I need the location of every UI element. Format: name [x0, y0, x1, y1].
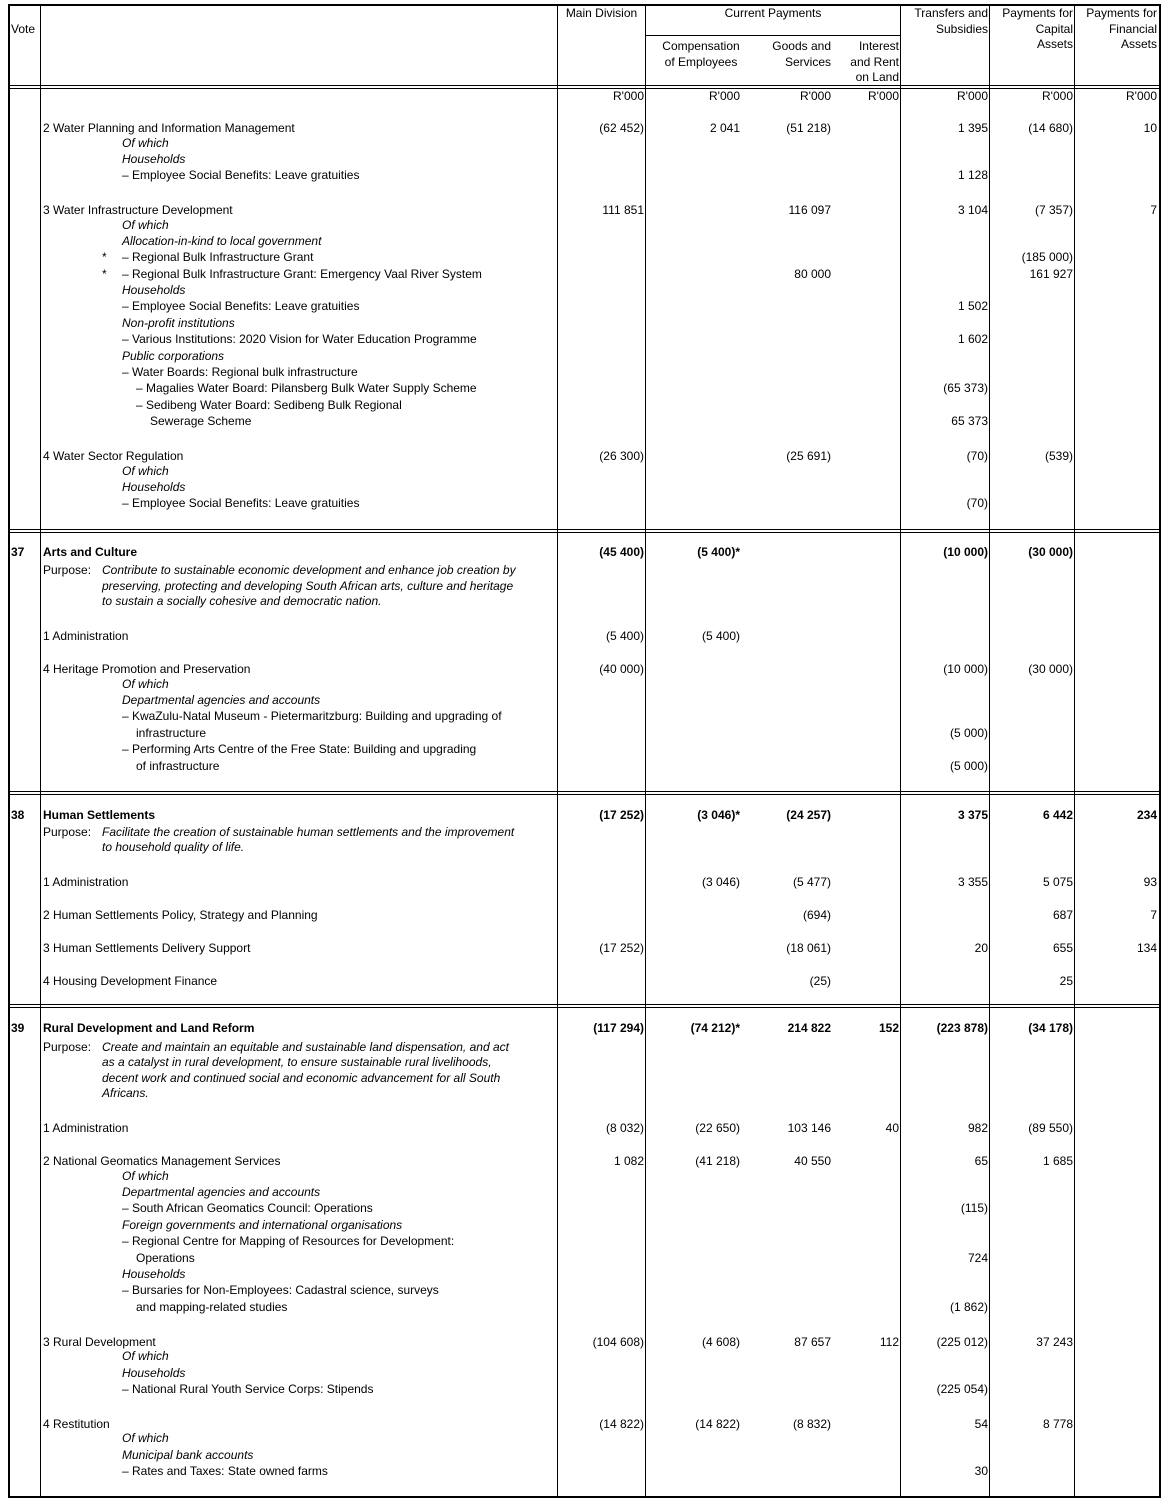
header-compensation	[650, 39, 752, 70]
cell-cap: (89 550)	[1028, 1121, 1073, 1135]
row-label: 4 Water Sector Regulation	[43, 449, 184, 463]
cell-trans: 724	[967, 1251, 988, 1265]
row-label: Households	[122, 1366, 186, 1380]
cell-trans: (5 000)	[949, 726, 988, 740]
row-label: Operations	[136, 1251, 195, 1265]
cell-cap: 655	[1052, 941, 1073, 955]
header-financial-line: Assets	[1120, 37, 1157, 51]
cell-cap: 6 442	[1042, 808, 1073, 822]
row-label: 1 Administration	[43, 1121, 129, 1135]
row-label: – Regional Bulk Infrastructure Grant	[122, 250, 314, 264]
cell-trans: (5 000)	[949, 759, 988, 773]
cell-cap: 161 927	[1029, 267, 1073, 281]
unit-label: R'000	[957, 89, 988, 103]
cell-comp: (3 046)*	[697, 808, 740, 822]
header-financial-line: Payments for	[1086, 6, 1157, 20]
cell-cap: (30 000)	[1028, 662, 1073, 676]
header-transfers-line: Transfers and	[914, 6, 988, 20]
header-interest-line: and Rent	[850, 54, 899, 69]
cell-goods: 80 000	[794, 267, 831, 281]
cell-fin: 93	[1143, 875, 1157, 889]
header-interest-line: on Land	[855, 70, 899, 84]
row-label: Of which	[122, 136, 169, 150]
section-rule	[9, 1004, 1160, 1005]
cell-main: (17 252)	[599, 941, 644, 955]
cell-cap: (30 000)	[1028, 545, 1073, 559]
section-rule	[9, 791, 1160, 792]
col-divider	[1074, 5, 1075, 1497]
row-label: Foreign governments and international organisations	[122, 1218, 403, 1232]
cell-comp: (3 046)	[701, 875, 740, 889]
cell-cap: (34 178)	[1028, 1021, 1073, 1035]
row-label: – Water Boards: Regional bulk infrastructure	[122, 365, 358, 379]
header-capital-line: Payments for	[1002, 6, 1073, 20]
asterisk-marker: *	[102, 250, 107, 264]
header-goods	[755, 39, 831, 70]
header-transfers-line: Subsidies	[935, 21, 988, 36]
cell-goods: (18 061)	[786, 941, 831, 955]
cell-main: 1 082	[613, 1154, 644, 1168]
cell-main: (17 252)	[599, 808, 644, 822]
cell-cap: (539)	[1044, 449, 1073, 463]
row-label: 2 Human Settlements Policy, Strategy and Planning	[43, 908, 318, 922]
header-goods-line: Services	[784, 54, 831, 69]
row-label: – Various Institutions: 2020 Vision for Water Education Programme	[122, 332, 477, 346]
header-current-payments: Current Payments	[724, 6, 822, 20]
row-label: Households	[122, 283, 186, 297]
cell-main: (117 294)	[593, 1021, 644, 1035]
cell-trans: (65 373)	[943, 381, 988, 395]
row-label: – Employee Social Benefits: Leave gratuities	[122, 496, 360, 510]
cell-goods: 214 822	[787, 1021, 831, 1035]
cell-goods: (24 257)	[786, 808, 831, 822]
section-rule	[9, 529, 1160, 530]
row-label: – Regional Bulk Infrastructure Grant: Emergency Vaal River System	[122, 267, 482, 281]
unit-label: R'000	[613, 89, 644, 103]
cell-trans: 3 104	[957, 203, 988, 217]
row-label: – National Rural Youth Service Corps: Stipends	[122, 1382, 374, 1396]
row-label: Rural Development and Land Reform	[43, 1021, 255, 1035]
row-label: Of which	[122, 218, 169, 232]
cell-trans: 1 395	[957, 121, 988, 135]
header-vote: Vote	[11, 22, 36, 36]
row-label: Of which	[122, 1431, 169, 1445]
row-label: 4 Heritage Promotion and Preservation	[43, 662, 251, 676]
cell-goods: 40 550	[794, 1154, 831, 1168]
unit-label: R'000	[800, 89, 831, 103]
cell-goods: (694)	[802, 908, 831, 922]
cell-trans: 65 373	[951, 414, 988, 428]
row-label: Create and maintain an equitable and sustainable land dispensation, and act	[102, 1040, 509, 1054]
header-interest-line: Interest	[858, 39, 899, 53]
cell-main: (62 452)	[599, 121, 644, 135]
cell-goods: (51 218)	[786, 121, 831, 135]
row-label: Of which	[122, 464, 169, 478]
cell-trans: (225 012)	[936, 1335, 988, 1349]
row-label: – Rates and Taxes: State owned farms	[122, 1464, 328, 1478]
cell-cap: (14 680)	[1028, 121, 1073, 135]
row-label: – Sedibeng Water Board: Sedibeng Bulk Regional	[136, 398, 402, 412]
section-rule	[9, 532, 1160, 533]
header-financial	[1075, 6, 1157, 53]
header-capital	[990, 6, 1073, 53]
cell-trans: 20	[974, 941, 988, 955]
cell-int: 40	[885, 1121, 899, 1135]
row-label: 2 National Geomatics Management Services	[43, 1154, 281, 1168]
row-label: – Employee Social Benefits: Leave gratuities	[122, 168, 360, 182]
purpose-label: Purpose:	[43, 563, 92, 577]
row-label: Of which	[122, 1169, 169, 1183]
unit-label: R'000	[1126, 89, 1157, 103]
cell-comp: (41 218)	[695, 1154, 740, 1168]
cell-trans: (225 054)	[936, 1382, 988, 1396]
row-label: – Magalies Water Board: Pilansberg Bulk Water Supply Scheme	[136, 381, 477, 395]
row-label: Africans.	[102, 1086, 149, 1100]
cell-trans: (115)	[960, 1201, 988, 1215]
row-label: to sustain a socially cohesive and democratic nation.	[102, 594, 382, 608]
row-label: 1 Administration	[43, 875, 129, 889]
unit-label: R'000	[709, 89, 740, 103]
cell-trans: (10 000)	[943, 545, 988, 559]
row-label: 3 Water Infrastructure Development	[43, 203, 233, 217]
header-financial-line: Financial	[1108, 21, 1157, 36]
cell-main: (45 400)	[599, 545, 644, 559]
cell-cap: 5 075	[1042, 875, 1073, 889]
col-divider	[645, 5, 646, 1497]
cell-trans: (10 000)	[943, 662, 988, 676]
row-label: preserving, protecting and developing South African arts, culture and heritage	[102, 579, 514, 593]
cell-trans: 54	[974, 1417, 988, 1431]
cell-comp: 2 041	[709, 121, 740, 135]
cell-int: 152	[878, 1021, 899, 1035]
row-label: Public corporations	[122, 349, 225, 363]
row-label: 4 Restitution	[43, 1417, 110, 1431]
current-payments-underline	[645, 35, 900, 36]
row-label: Departmental agencies and accounts	[122, 693, 321, 707]
col-divider	[40, 5, 41, 1497]
cell-cap: 687	[1052, 908, 1073, 922]
asterisk-marker: *	[102, 267, 107, 281]
cell-fin: 7	[1150, 908, 1157, 922]
row-label: Allocation-in-kind to local government	[122, 234, 322, 248]
row-label: Of which	[122, 1349, 169, 1363]
cell-trans: (70)	[966, 496, 988, 510]
row-label: Households	[122, 1267, 186, 1281]
vote-number: 37	[11, 545, 25, 559]
row-label: 3 Human Settlements Delivery Support	[43, 941, 251, 955]
cell-main: (8 032)	[605, 1121, 644, 1135]
cell-fin: 234	[1136, 808, 1157, 822]
cell-comp: (74 212)*	[690, 1021, 740, 1035]
cell-comp: (22 650)	[695, 1121, 740, 1135]
cell-cap: (7 357)	[1034, 203, 1073, 217]
row-label: 4 Housing Development Finance	[43, 974, 218, 988]
cell-goods: (5 477)	[792, 875, 831, 889]
cell-goods: 103 146	[787, 1121, 831, 1135]
cell-main: (5 400)	[605, 629, 644, 643]
cell-goods: (8 832)	[792, 1417, 831, 1431]
section-rule	[9, 1007, 1160, 1008]
header-rule	[9, 85, 1160, 86]
cell-cap: 25	[1059, 974, 1073, 988]
cell-cap: 8 778	[1042, 1417, 1073, 1431]
vote-number: 38	[11, 808, 25, 822]
row-label: to household quality of life.	[102, 840, 245, 854]
cell-main: 111 851	[602, 203, 644, 217]
cell-int: 112	[879, 1335, 899, 1349]
vote-number: 39	[11, 1021, 25, 1035]
cell-comp: (5 400)	[701, 629, 740, 643]
row-label: 2 Water Planning and Information Management	[43, 121, 295, 135]
cell-goods: 87 657	[794, 1335, 831, 1349]
cell-trans: 982	[967, 1121, 988, 1135]
cell-comp: (14 822)	[695, 1417, 740, 1431]
row-label: as a catalyst in rural development, to ensure sustainable rural livelihoods,	[102, 1055, 492, 1069]
row-label: Households	[122, 152, 186, 166]
row-label: – South African Geomatics Council: Operations	[122, 1201, 373, 1215]
row-label: 1 Administration	[43, 629, 129, 643]
cell-trans: 1 602	[957, 332, 988, 346]
row-label: decent work and continued social and economic advancement for all South	[102, 1071, 501, 1085]
row-label: Human Settlements	[43, 808, 156, 822]
cell-trans: 3 355	[957, 875, 988, 889]
row-label: Households	[122, 480, 186, 494]
cell-cap: 1 685	[1042, 1154, 1073, 1168]
cell-trans: (70)	[966, 449, 988, 463]
row-label: Of which	[122, 677, 169, 691]
header-capital-line: Capital	[1035, 21, 1073, 36]
cell-main: (40 000)	[599, 662, 644, 676]
row-label: – Performing Arts Centre of the Free State: Building and upgrading	[122, 742, 477, 756]
row-label: – KwaZulu-Natal Museum - Pietermaritzburg: Building and upgrading of	[122, 709, 502, 723]
col-divider	[989, 5, 990, 1497]
cell-goods: (25 691)	[786, 449, 831, 463]
cell-trans: 30	[974, 1464, 988, 1478]
row-label: 3 Rural Development	[43, 1335, 156, 1349]
row-label: Sewerage Scheme	[150, 414, 252, 428]
cell-trans: 3 375	[957, 808, 988, 822]
row-label: Contribute to sustainable economic development and enhance job creation by	[102, 563, 516, 577]
cell-goods: (25)	[809, 974, 831, 988]
purpose-label: Purpose:	[43, 1040, 92, 1054]
cell-trans: 1 128	[957, 168, 988, 182]
cell-comp: (5 400)*	[697, 545, 740, 559]
cell-goods: 116 097	[788, 203, 831, 217]
cell-fin: 134	[1136, 941, 1157, 955]
row-label: Facilitate the creation of sustainable human settlements and the improvement	[102, 825, 515, 839]
col-divider	[900, 5, 901, 1497]
header-goods-line: Goods and	[772, 39, 831, 53]
cell-fin: 7	[1150, 203, 1157, 217]
row-label: – Bursaries for Non-Employees: Cadastral science, surveys	[122, 1283, 439, 1297]
row-label: Departmental agencies and accounts	[122, 1185, 321, 1199]
header-main-division: Main Division	[565, 6, 638, 20]
header-compensation-line: Compensation	[662, 39, 740, 53]
cell-trans: 1 502	[957, 299, 988, 313]
header-transfers	[901, 6, 988, 37]
section-rule	[9, 794, 1160, 795]
row-label: Non-profit institutions	[122, 316, 235, 330]
cell-main: (104 608)	[592, 1335, 644, 1349]
col-divider	[557, 5, 558, 1497]
cell-trans: (1 862)	[949, 1300, 988, 1314]
row-label: and mapping-related studies	[136, 1300, 288, 1314]
cell-fin: 10	[1143, 121, 1157, 135]
unit-label: R'000	[868, 89, 899, 103]
cell-main: (14 822)	[599, 1417, 644, 1431]
row-label: Arts and Culture	[43, 545, 138, 559]
row-label: of infrastructure	[136, 759, 220, 773]
header-interest	[835, 39, 899, 86]
row-label: – Employee Social Benefits: Leave gratuities	[122, 299, 360, 313]
header-compensation-line: of Employees	[664, 54, 738, 69]
cell-main: (26 300)	[599, 449, 644, 463]
cell-comp: (4 608)	[701, 1335, 740, 1349]
header-capital-line: Assets	[1036, 37, 1073, 51]
row-label: infrastructure	[136, 726, 207, 740]
cell-trans: 65	[974, 1154, 988, 1168]
row-label: – Regional Centre for Mapping of Resources for Development:	[122, 1234, 455, 1248]
cell-trans: (223 878)	[936, 1021, 988, 1035]
purpose-label: Purpose:	[43, 825, 92, 839]
cell-cap: (185 000)	[1021, 250, 1073, 264]
cell-cap: 37 243	[1036, 1335, 1073, 1349]
row-label: Municipal bank accounts	[122, 1448, 254, 1462]
unit-label: R'000	[1042, 89, 1073, 103]
